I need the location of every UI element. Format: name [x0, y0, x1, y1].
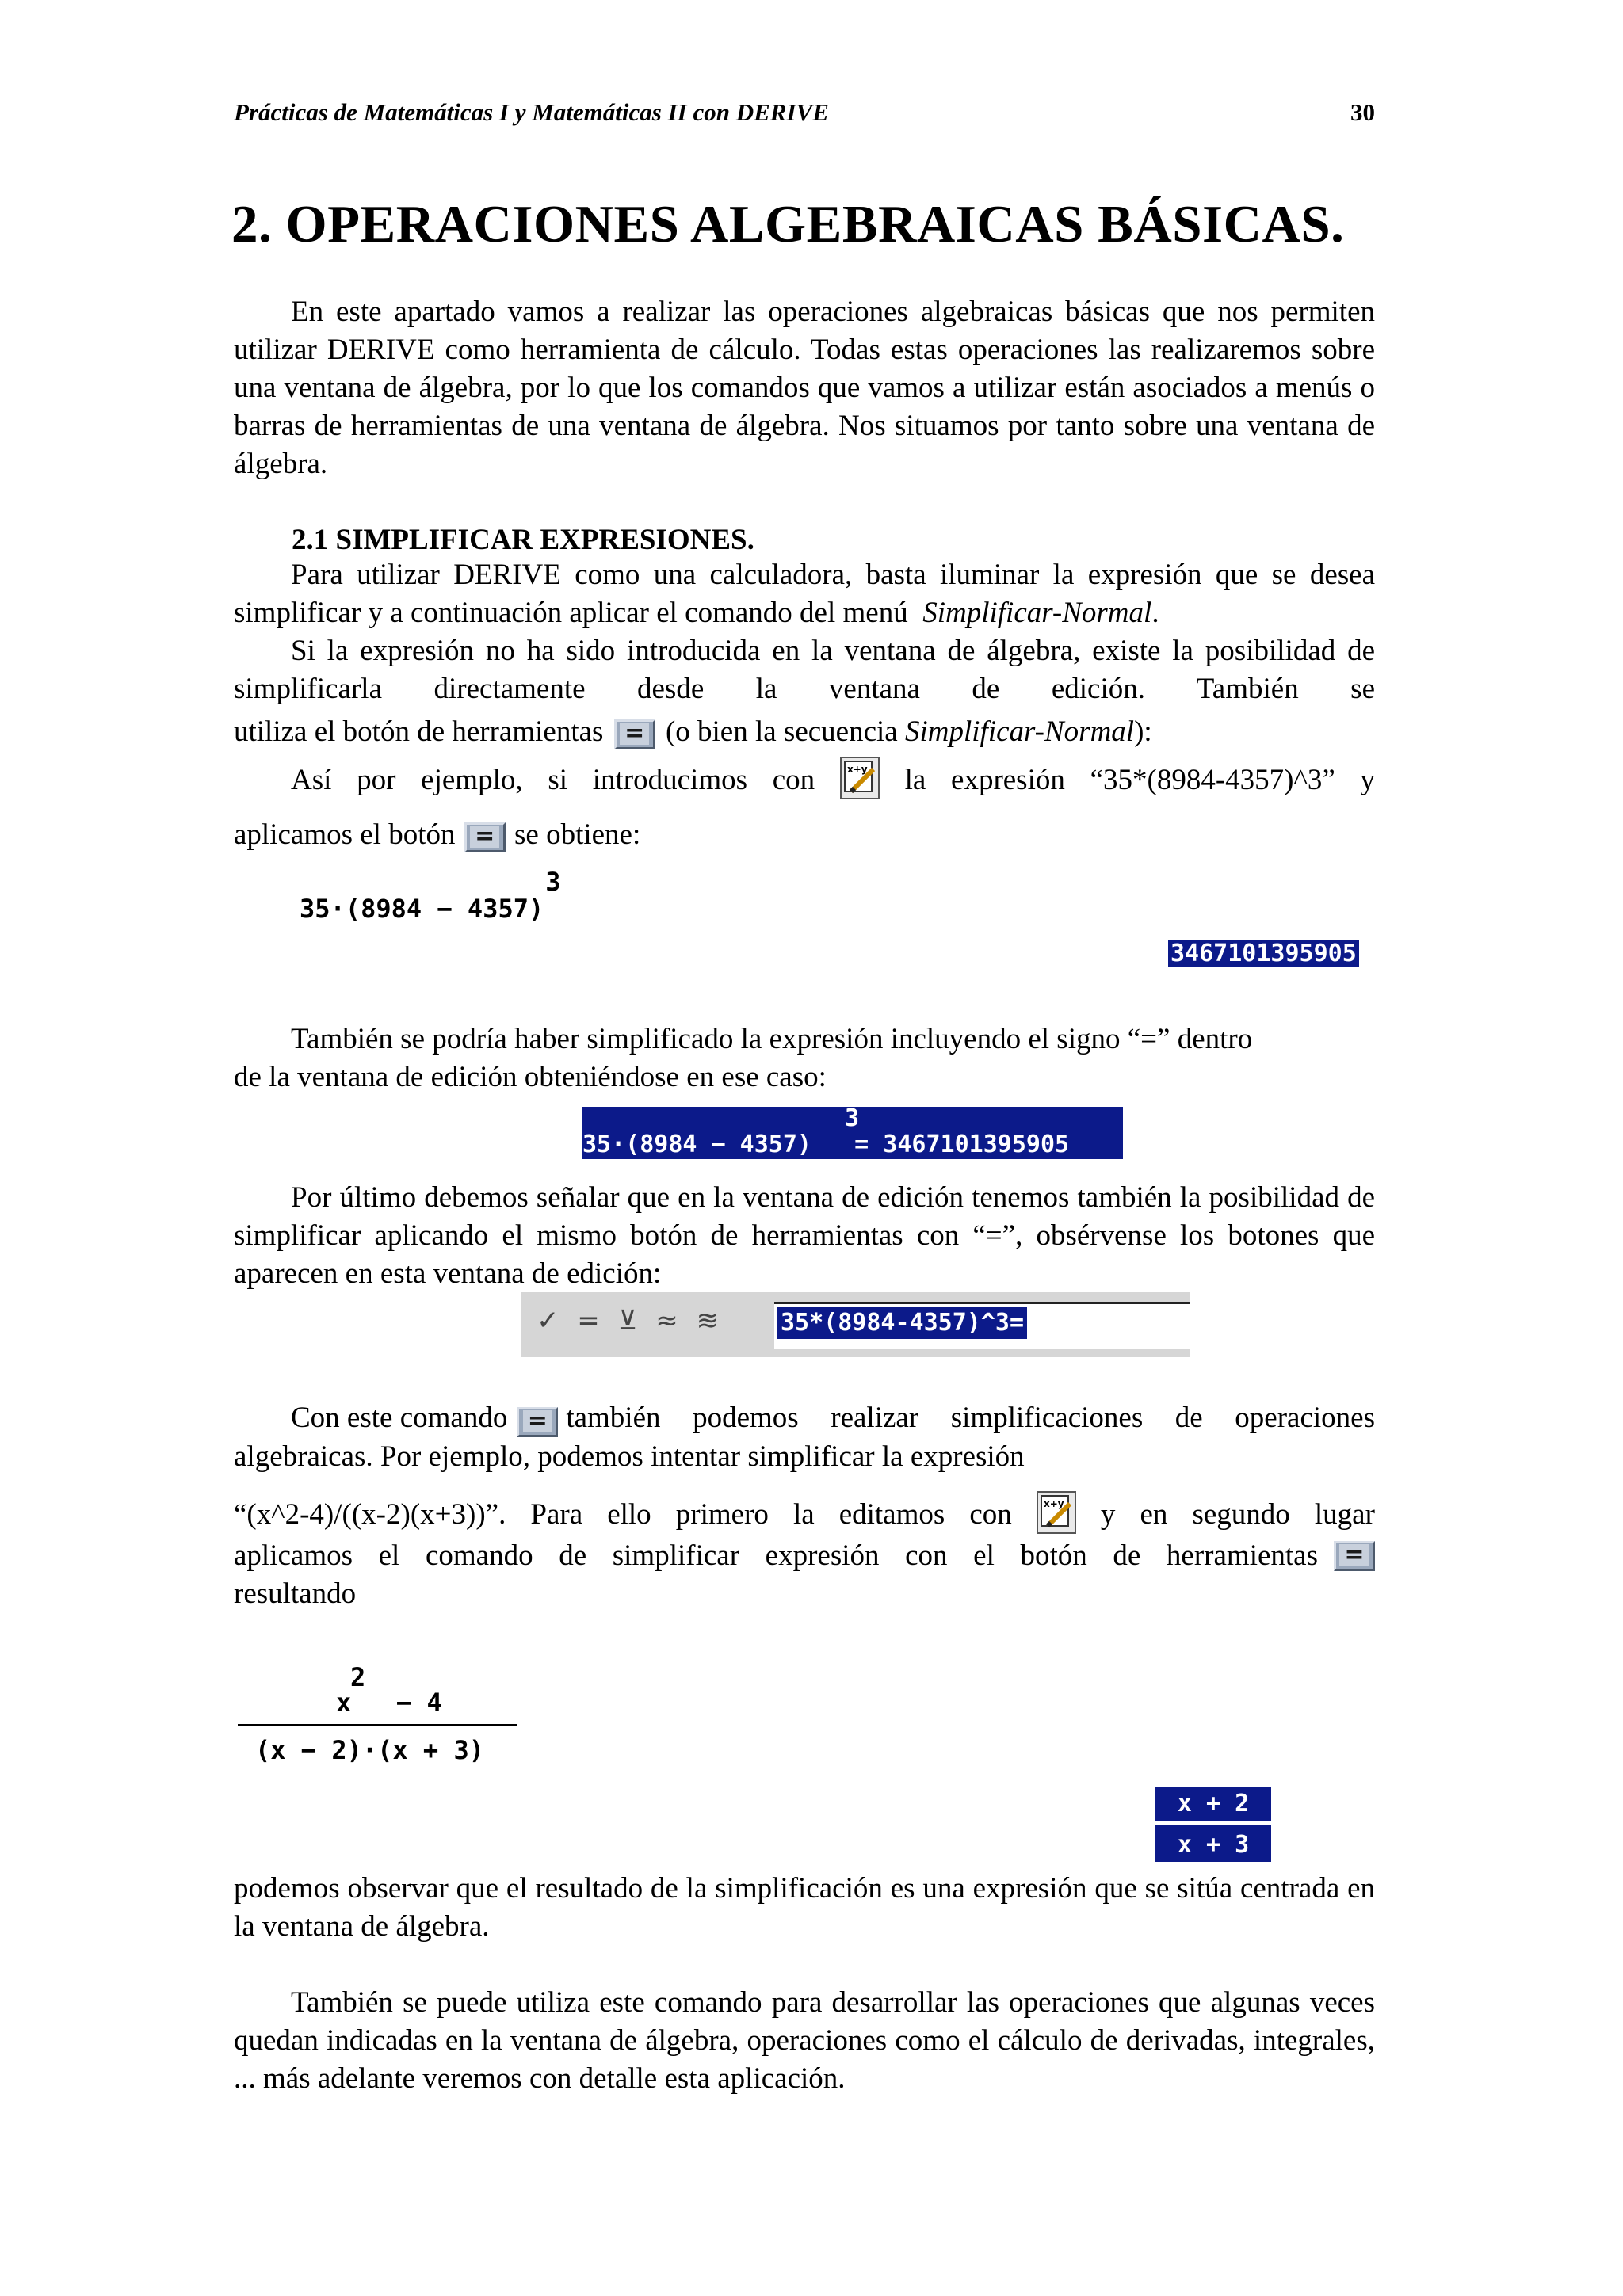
- p1-end: .: [1151, 597, 1159, 629]
- p3-word: si: [548, 764, 568, 796]
- p3-word: introducimos: [592, 764, 747, 796]
- example3-result[interactable]: [1155, 1787, 1271, 1862]
- p6-text: Con este comando: [291, 1402, 508, 1434]
- p7-line2: [234, 1537, 1375, 1575]
- p5-text: Por último debemos señalar que en la ventana de edición tenemos también la posibilidad de simplificar aplicando el mismo botón de herramientas con “=”, obsérvense los botones que aparecen en esta ventana de edición:: [234, 1181, 1375, 1290]
- chapter-title: 2. OPERACIONES ALGEBRAICAS BÁSICAS.: [231, 195, 1345, 254]
- p7-line3: resultando: [234, 1577, 357, 1610]
- expression-input-text: 35*(8984-4357)^3=: [777, 1307, 1027, 1339]
- p3-word: expresión: [951, 764, 1065, 796]
- page-number: 30: [1350, 98, 1375, 126]
- p2-line2-command: Simplificar-Normal: [904, 715, 1135, 748]
- p2-line1: Si la expresión no ha sido introducida en la ventana de álgebra, existe la posibilidad de simplificarla directamente desde la ventana de edición. También se: [234, 635, 1375, 705]
- p7-line2-text: aplicamos el comando de simplificar expresión con el botón de herramientas: [234, 1539, 1318, 1572]
- p3-line2-end: se obtiene:: [514, 818, 641, 851]
- example1-expression: [300, 867, 561, 924]
- p2-line2-end: ):: [1134, 715, 1152, 748]
- section-title: 2.1 SIMPLIFICAR EXPRESIONES.: [292, 524, 754, 556]
- example3-num-exponent: 2: [350, 1662, 366, 1692]
- p2-line2-text: utiliza el botón de herramientas: [234, 715, 604, 748]
- p7-word: con: [969, 1498, 1012, 1531]
- expression-input[interactable]: [774, 1302, 1190, 1349]
- running-header: [234, 98, 1375, 127]
- p2-line2: [234, 713, 1375, 751]
- example2-expression[interactable]: [582, 1104, 1123, 1159]
- p7-expression: “(x^2-4)/((x-2)(x+3))”.: [234, 1498, 506, 1531]
- example3-denominator: (x − 2)·(x + 3): [255, 1735, 484, 1765]
- p3-line2: [234, 816, 1375, 854]
- p3-word: ejemplo,: [421, 764, 523, 796]
- svg-text:x+y: x+y: [846, 764, 868, 775]
- p4-line2: de la ventana de edición obteniéndose en ese caso:: [234, 1061, 827, 1093]
- example3-result-denominator: x + 3: [1155, 1825, 1271, 1862]
- p2-line2-b: (o bien la secuencia: [665, 715, 898, 748]
- p1-text: Para utilizar DERIVE como una calculadora, basta iluminar la expresión que se desea simplificar y a continuación aplicar el comando del menú: [234, 559, 1375, 629]
- p3-word: y: [1360, 764, 1375, 796]
- p7-word: la: [792, 1498, 815, 1531]
- paragraph-2: [234, 632, 1375, 708]
- p3-line2-text: aplicamos el botón: [234, 818, 456, 851]
- p7-word: segundo: [1192, 1498, 1290, 1531]
- p7-word: primero: [675, 1498, 769, 1531]
- p3-expression: “35*(8984-4357)^3”: [1090, 764, 1335, 796]
- example2-result: = 3467101395905: [854, 1131, 1070, 1158]
- simplify-button-icon[interactable]: =: [614, 719, 655, 749]
- paragraph-8: [234, 1870, 1375, 1946]
- p3-word: con: [772, 764, 815, 796]
- simplify-button-icon[interactable]: =: [517, 1407, 558, 1437]
- example3-fraction: [238, 1662, 517, 1773]
- p7-word: editamos: [838, 1498, 945, 1531]
- paragraph-1: [234, 556, 1375, 632]
- p8-text: podemos observar que el resultado de la simplificación es una expresión que se sitúa centrada en la ventana de álgebra.: [234, 1872, 1375, 1943]
- example1-base: 35·(8984 − 4357): [300, 894, 544, 924]
- p7-word: en: [1140, 1498, 1168, 1531]
- paragraph-9: [234, 1984, 1375, 2098]
- edit-expression-icon[interactable]: [840, 757, 880, 799]
- svg-text:x+y: x+y: [1043, 1498, 1064, 1509]
- example1-result[interactable]: 3467101395905: [1168, 940, 1359, 967]
- p7-word: y: [1100, 1498, 1116, 1531]
- p4-line1: También se podría haber simplificado la expresión incluyendo el signo “=” dentro: [291, 1023, 1253, 1055]
- paragraph-5: [234, 1179, 1375, 1293]
- edit-toolbar-buttons[interactable]: ✓ = ⊻ ≈ ≋: [537, 1305, 724, 1337]
- fraction-bar: [238, 1724, 517, 1726]
- example1-exponent: 3: [545, 867, 561, 897]
- p3-line1: [291, 757, 1375, 799]
- example3-num-base: x: [336, 1688, 352, 1718]
- p6-text-b: también podemos realizar simplificaciones de operaciones: [566, 1402, 1375, 1434]
- p9-text: También se puede utiliza este comando para desarrollar las operaciones que algunas veces quedan indicadas en la ventana de álgebra, operaciones como el cálculo de derivadas, integrales, ... más adelante veremos con detalle esta aplicación.: [234, 1986, 1375, 2095]
- p7-word: ello: [607, 1498, 651, 1531]
- p6-line2: algebraicas. Por ejemplo, podemos intentar simplificar la expresión: [234, 1440, 1025, 1473]
- example3-result-numerator: x + 2: [1155, 1787, 1271, 1821]
- example2-exponent: 3: [845, 1104, 860, 1132]
- p7-word: lugar: [1314, 1498, 1375, 1531]
- p1-menu-command: Simplificar-Normal: [922, 597, 1152, 629]
- example2-base: 35·(8984 − 4357): [582, 1131, 812, 1158]
- p7-line1: [234, 1491, 1375, 1534]
- simplify-button-icon[interactable]: =: [464, 822, 506, 852]
- example3-num-rest: − 4: [396, 1688, 442, 1718]
- p3-word: la: [904, 764, 926, 796]
- simplify-button-icon[interactable]: =: [1334, 1541, 1375, 1571]
- p3-word: Así: [291, 764, 332, 796]
- p6-line1: [291, 1399, 1375, 1437]
- header-title: Prácticas de Matemáticas I y Matemáticas II con DERIVE: [234, 98, 829, 126]
- edit-window-toolbar: [521, 1292, 1190, 1357]
- intro-paragraph: [234, 293, 1375, 483]
- p3-word: por: [357, 764, 396, 796]
- edit-expression-icon[interactable]: [1037, 1491, 1076, 1534]
- p7-word: Para: [530, 1498, 583, 1531]
- intro-text: En este apartado vamos a realizar las operaciones algebraicas básicas que nos permiten utilizar DERIVE como herramienta de cálculo. Todas estas operaciones las realizaremos sobre una ventana de álgebra, por lo que los comandos que vamos a utilizar están asociados a menús o barras de herramientas de una ventana de álgebra. Nos situamos por tanto sobre una ventana de álgebra.: [234, 296, 1375, 480]
